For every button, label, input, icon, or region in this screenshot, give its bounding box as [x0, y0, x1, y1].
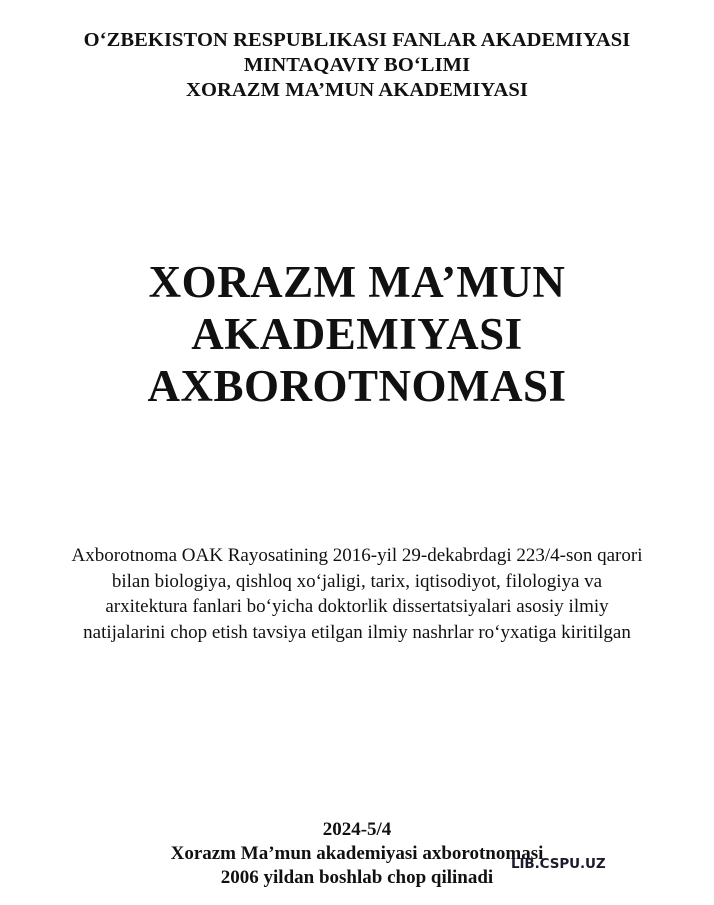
- note-line-4: natijalarini chop etish tavsiya etilgan ilmiy nashrlar ro‘yxatiga kiritilgan: [83, 621, 631, 643]
- title-line-3: AXBOROTNOMASI: [147, 361, 567, 411]
- masthead: [0, 28, 714, 103]
- publication-since: 2006 yildan boshlab chop qilinadi: [220, 867, 494, 888]
- issue-number: 2024-5/4: [322, 819, 392, 840]
- page-title: [0, 256, 714, 412]
- masthead-line-regional-branch: MINTAQAVIY BO‘LIMI: [243, 54, 471, 76]
- masthead-line-khorezm-mamun-academy: XORAZM MA’MUN AKADEMIYASI: [186, 79, 528, 101]
- masthead-line-academy-of-sciences: O‘ZBEKISTON RESPUBLIKASI FANLAR AKADEMIYASI: [83, 29, 631, 51]
- note-line-2: bilan biologiya, qishloq xo‘jaligi, tarix, iqtisodiyot, filologiya va: [111, 570, 603, 592]
- title-line-1: XORAZM MA’MUN: [148, 257, 566, 307]
- journal-name: Xorazm Ma’mun akademiyasi axborotnomasi: [170, 843, 544, 864]
- library-watermark: LIB.CSPU.UZ: [511, 856, 606, 872]
- note-line-1: Axborotnoma OAK Rayosatining 2016-yil 29-dekabrdagi 223/4-son qarori: [71, 545, 643, 566]
- accreditation-note: [0, 543, 714, 645]
- note-line-3: arxitektura fanlari bo‘yicha doktorlik dissertatsiyalari asosiy ilmiy: [105, 596, 609, 617]
- imprint-footer: [0, 818, 714, 890]
- title-line-2: AKADEMIYASI: [191, 309, 523, 359]
